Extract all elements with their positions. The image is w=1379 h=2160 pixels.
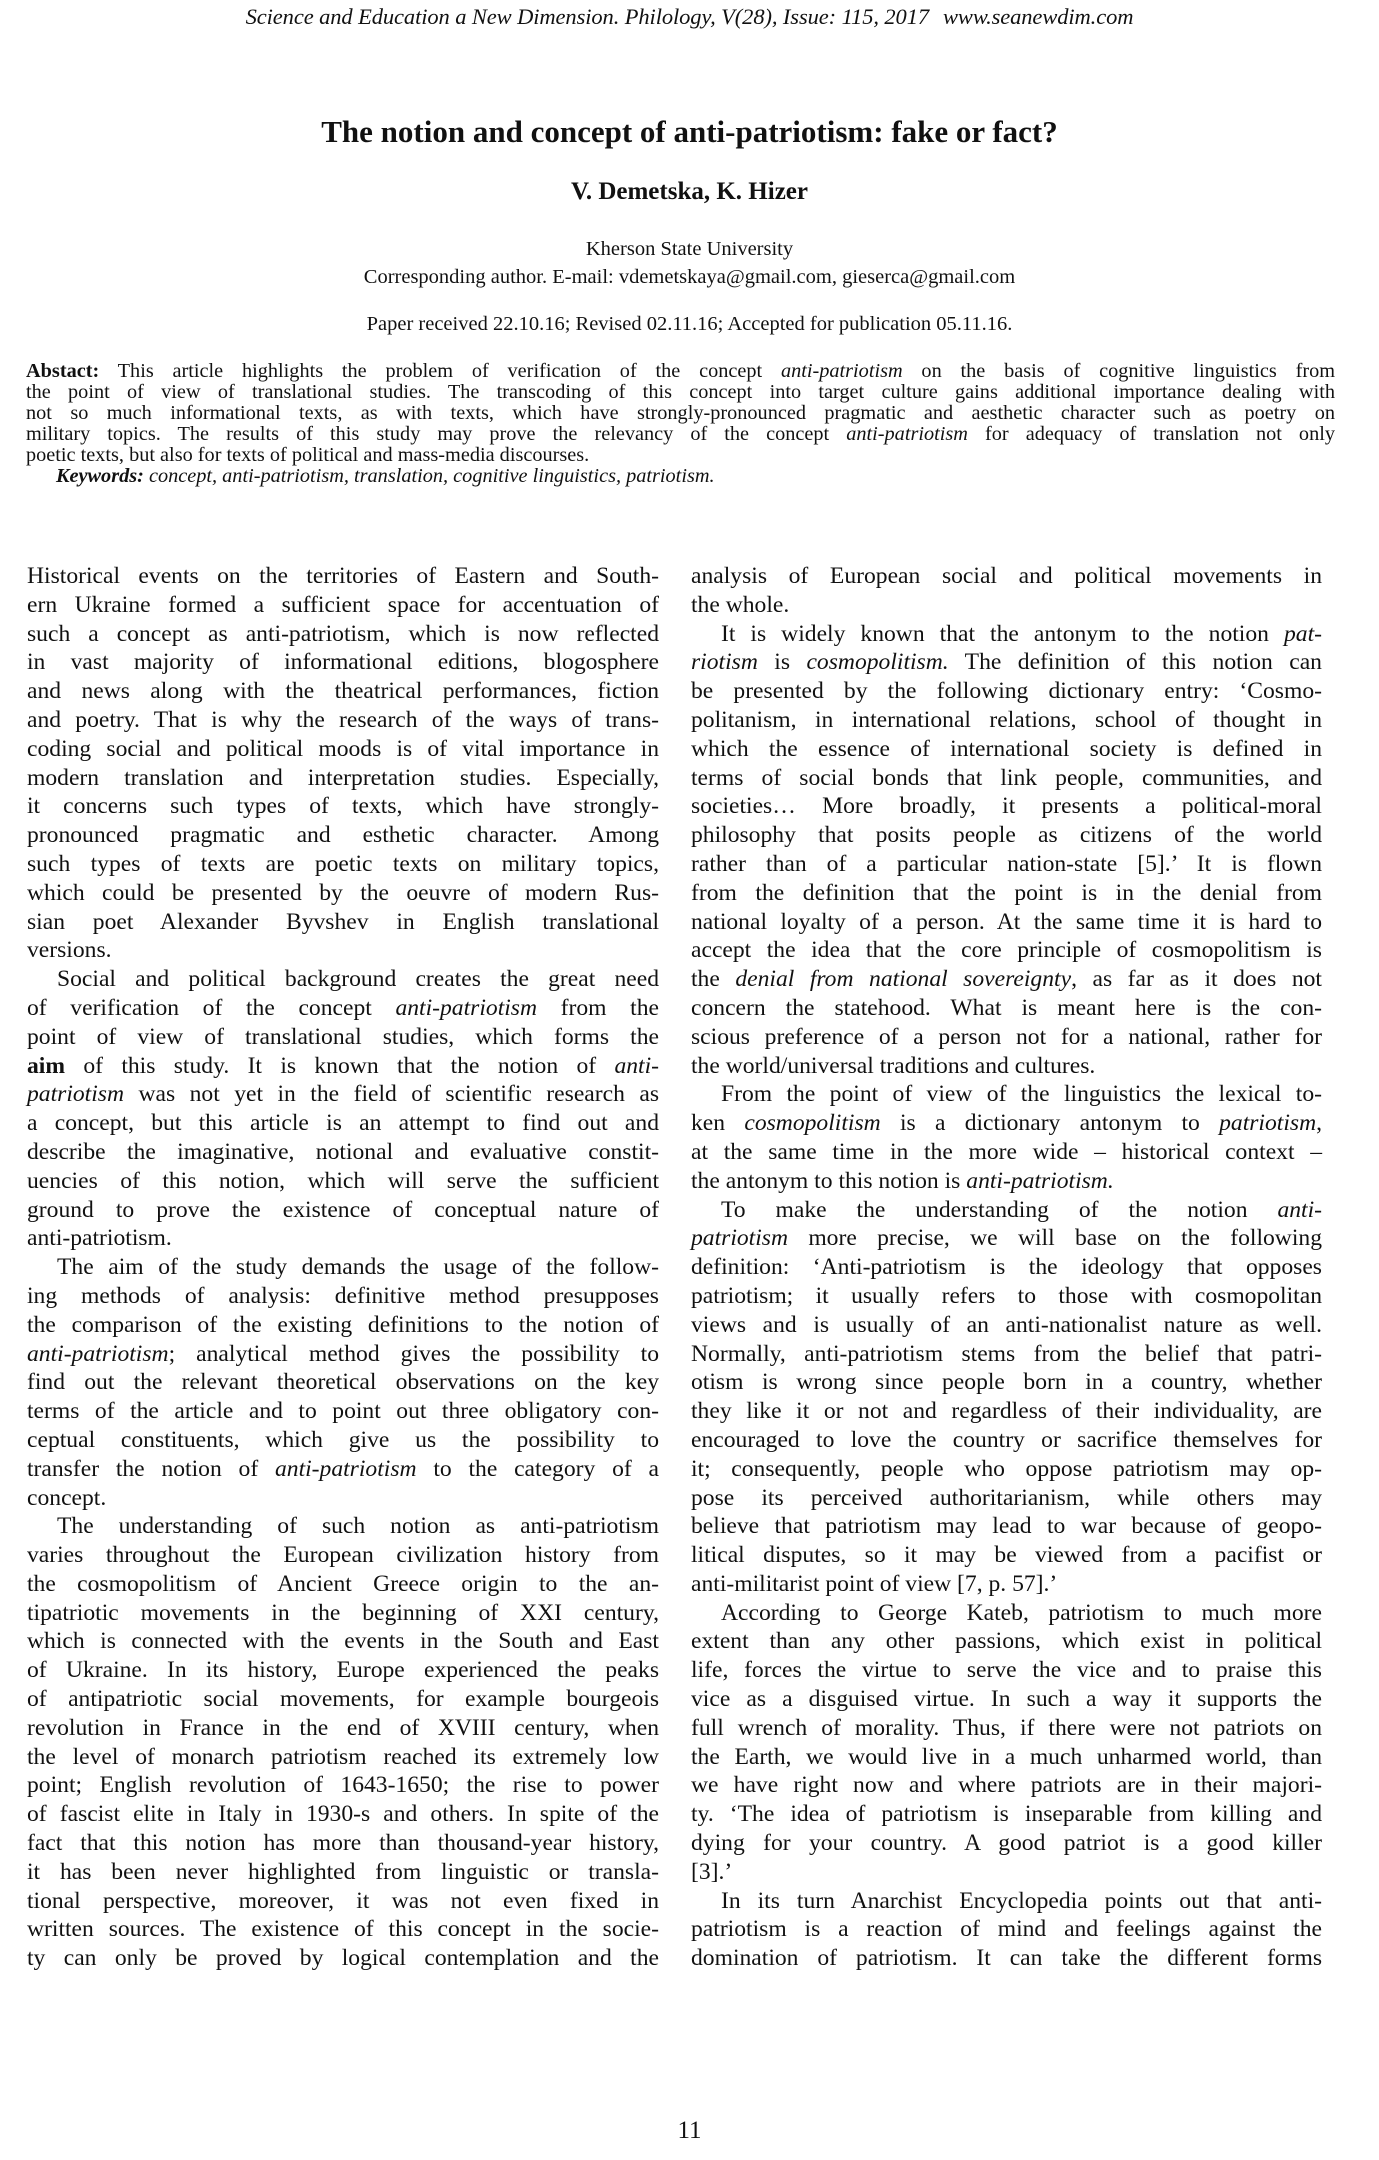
journal-citation: Science and Education a New Dimension. Philology, V(28), Issue: 115, 2017 [245, 4, 930, 29]
journal-url[interactable]: www.seanewdim.com [943, 4, 1134, 29]
text-run: views and is usually of an anti-nationalist nature as well. [691, 1311, 1322, 1338]
body-line [691, 1829, 1322, 1858]
text-run: The understanding of such notion as anti-patriotism [57, 1513, 659, 1540]
text-run: anti-militarist point of view [7, p. 57].’ [691, 1570, 1058, 1597]
body-line [27, 879, 659, 908]
text-run: the antonym to this notion is [691, 1167, 967, 1194]
text-run: poetic texts, but also for texts of political and mass-media discourses. [26, 444, 590, 466]
body-line [691, 1685, 1322, 1714]
body-line [27, 1743, 659, 1772]
body-line [691, 735, 1322, 764]
body-line [691, 965, 1322, 994]
paragraph-first-line [691, 1887, 1322, 1916]
paragraph-first-line [27, 1512, 659, 1541]
body-line [27, 677, 659, 706]
text-run: ern Ukraine formed a sufficient space for accentuation of [27, 591, 659, 618]
text-run: of fascist elite in Italy in 1930-s and others. In spite of the [27, 1801, 659, 1828]
text-run: in vast majority of informational editions, blogosphere [27, 649, 659, 676]
text-run: national loyalty of a person. At the same time it is hard to [691, 908, 1322, 935]
text-run: at the same time in the more wide – historical context – [691, 1138, 1322, 1165]
body-line [691, 1512, 1322, 1541]
text-run: litical disputes, so it may be viewed from a pacifist or [691, 1542, 1322, 1569]
text-run: philosophy that posits people as citizens of the world [691, 822, 1322, 849]
text-run: point; English revolution of 1643-1650; the rise to power [27, 1772, 659, 1799]
text-run: which could be presented by the oeuvre of modern Rus- [27, 879, 659, 906]
body-line [691, 879, 1322, 908]
text-run: tional perspective, moreover, it was not even fixed in [27, 1887, 659, 1914]
paragraph-first-line [27, 965, 659, 994]
body-line [691, 1656, 1322, 1685]
italic-term: patriotism [27, 1081, 125, 1108]
body-line [691, 1052, 1322, 1081]
text-run: such a concept as anti-patriotism, which is now reflected [27, 620, 659, 647]
text-run: be presented by the following dictionary entry: ‘Cosmo- [691, 678, 1322, 705]
italic-term: anti-patriotism [27, 1340, 169, 1367]
body-line [691, 1311, 1322, 1340]
body-line [691, 1253, 1322, 1282]
text-run: describe the imaginative, notional and evaluative constit- [27, 1138, 659, 1165]
body-line [27, 591, 659, 620]
text-run: the point of view of translational studies. The transcoding of this concept into target culture gains additional importance dealing with [26, 381, 1335, 403]
text-run: terms of the article and to point out three obligatory con- [27, 1398, 659, 1425]
text-run: it has been never highlighted from linguistic or transla- [27, 1858, 659, 1885]
body-line [691, 1771, 1322, 1800]
body-line [27, 1311, 659, 1340]
text-run: pose its perceived authoritarianism, while others may [691, 1484, 1322, 1511]
body-line [691, 1426, 1322, 1455]
text-run: the cosmopolitism of Ancient Greece origin to the an- [27, 1570, 659, 1597]
body-line [27, 620, 659, 649]
keywords [26, 466, 1335, 487]
text-run: and news along with the theatrical performances, fiction [27, 678, 659, 705]
paper-authors: V. Demetska, K. Hizer [571, 178, 808, 205]
text-run: concern the statehood. What is meant here is the con- [691, 994, 1322, 1021]
body-line [691, 677, 1322, 706]
body-line [691, 1224, 1322, 1253]
text-run: It is widely known that the antonym to the notion [721, 620, 1284, 647]
body-line [691, 1368, 1322, 1397]
text-run: The definition of this notion can [948, 649, 1322, 676]
text-run: anti-patriotism. [27, 1225, 172, 1252]
text-run: domination of patriotism. It can take the different forms [691, 1945, 1322, 1972]
italic-term: anti- [1277, 1196, 1322, 1223]
text-run: for adequacy of translation not only [967, 423, 1335, 445]
text-run: definition: ‘Anti-patriotism is the ideology that opposes [691, 1254, 1322, 1281]
body-line [27, 1484, 659, 1513]
text-run: the comparison of the existing definitions to the notion of [27, 1311, 659, 1338]
body-line [27, 1800, 659, 1829]
body-line [27, 1714, 659, 1743]
text-run: the [691, 966, 736, 993]
abstract-line [26, 382, 1335, 403]
body-line [691, 1944, 1322, 1973]
text-run: which is connected with the events in the South and East [27, 1628, 659, 1655]
italic-term: denial from national sovereignty [735, 966, 1072, 993]
text-run: rather than of a particular nation-state [5].’ It is flown [691, 850, 1322, 877]
text-run: patriotism is a reaction of mind and feelings against the [691, 1916, 1322, 1943]
italic-term: anti-patriotism. [966, 1167, 1114, 1194]
body-line [691, 706, 1322, 735]
body-line [27, 1224, 659, 1253]
body-line [691, 792, 1322, 821]
body-line [27, 1570, 659, 1599]
text-run: Historical events on the territories of Eastern and South- [27, 563, 659, 589]
body-line [691, 850, 1322, 879]
text-run: it; consequently, people who oppose patriotism may op- [691, 1455, 1322, 1482]
text-run: believe that patriotism may lead to war because of geopo- [691, 1513, 1322, 1540]
text-run: written sources. The existence of this concept in the socie- [27, 1916, 659, 1943]
body-line [27, 1915, 659, 1944]
text-run: the whole. [691, 591, 790, 618]
text-run: was not yet in the field of scientific research as [124, 1081, 659, 1108]
body-line [27, 1196, 659, 1225]
paragraph-first-line [691, 620, 1322, 649]
text-run: find out the relevant theoretical observations on the key [27, 1369, 659, 1396]
italic-term: pat- [1283, 620, 1322, 647]
text-run: such types of texts are poetic texts on military topics, [27, 850, 659, 877]
text-run: military topics. The results of this study may prove the relevancy of the concept [26, 423, 847, 445]
text-run: [3].’ [691, 1858, 733, 1885]
text-run: of this study. It is known that the notion of [65, 1052, 615, 1079]
body-line [27, 764, 659, 793]
text-run: ty. ‘The idea of patriotism is inseparable from killing and [691, 1801, 1322, 1828]
body-line [27, 1340, 659, 1369]
keywords-label: Keywords: [56, 465, 144, 487]
text-run: and poetry. That is why the research of the ways of trans- [27, 706, 659, 733]
text-run: varies throughout the European civilization history from [27, 1542, 659, 1569]
text-run: they like it or not and regardless of their individuality, are [691, 1398, 1322, 1425]
text-run: Social and political background creates the great need [57, 966, 659, 993]
text-run: ground to prove the existence of conceptual nature of [27, 1196, 659, 1223]
text-run: the Earth, we would live in a much unharmed world, than [691, 1743, 1322, 1770]
text-run: which the essence of international society is defined in [691, 735, 1322, 762]
body-line [691, 1138, 1322, 1167]
body-line [691, 1282, 1322, 1311]
text-run: to the category of a [416, 1455, 659, 1482]
text-run: versions. [27, 937, 112, 964]
paragraph-first-line [691, 1599, 1322, 1628]
text-run: modern translation and interpretation studies. Especially, [27, 764, 659, 791]
body-column-right [691, 562, 1322, 1973]
text-run: the world/universal traditions and cultures. [691, 1052, 1096, 1079]
text-run: ing methods of analysis: definitive method presupposes [27, 1282, 659, 1309]
body-line [27, 1368, 659, 1397]
text-run: from the [537, 994, 660, 1021]
text-run: ; analytical method gives the possibility to [168, 1340, 659, 1367]
text-run: concept. [27, 1484, 107, 1511]
body-line [691, 648, 1322, 677]
body-line [691, 591, 1322, 620]
abstract-line [26, 403, 1335, 424]
body-line [691, 936, 1322, 965]
text-run: , [1316, 1110, 1323, 1137]
affiliation: Kherson State University [585, 238, 794, 260]
text-run: ty can only be proved by logical contemplation and the [27, 1945, 659, 1972]
italic-term: anti-patriotism [846, 423, 968, 445]
body-line [691, 1570, 1322, 1599]
body-line [27, 1829, 659, 1858]
text-run: ceptual constituents, which give us the possibility to [27, 1426, 659, 1453]
body-line [27, 648, 659, 677]
text-run: is [757, 649, 807, 676]
italic-term: riotism [691, 649, 758, 676]
body-line [27, 1023, 659, 1052]
text-run: coding social and political moods is of vital importance in [27, 735, 659, 762]
text-run: we have right now and where patriots are in their majori- [691, 1772, 1322, 1799]
text-run: encouraged to love the country or sacrifice themselves for [691, 1426, 1322, 1453]
text-run: not so much informational texts, as with texts, which have strongly-pronounced pragmatic and aesthetic character such as poetry on [26, 402, 1335, 424]
body-line [691, 1397, 1322, 1426]
italic-term: patriotism [691, 1225, 789, 1252]
text-run: vice as a disguised virtue. In such a way it supports the [691, 1686, 1322, 1713]
text-run: Normally, anti-patriotism stems from the belief that patri- [691, 1340, 1322, 1367]
text-run: from the definition that the point is in the denial from [691, 879, 1322, 906]
body-line [691, 764, 1322, 793]
body-line [691, 1484, 1322, 1513]
paragraph-first-line [691, 1196, 1322, 1225]
text-run: a concept, but this article is an attempt to find out and [27, 1110, 659, 1137]
text-run: of verification of the concept [27, 994, 396, 1021]
body-line [27, 1052, 659, 1081]
bold-term: Abstact: [26, 360, 100, 382]
body-line [691, 1627, 1322, 1656]
body-line [27, 850, 659, 879]
text-run: ken [691, 1110, 745, 1137]
body-line [27, 1656, 659, 1685]
body-line [27, 1685, 659, 1714]
text-run: of antipatriotic social movements, for example bourgeois [27, 1686, 659, 1713]
paragraph-first-line [27, 1253, 659, 1282]
body-line [691, 1858, 1322, 1887]
body-line [27, 1858, 659, 1887]
body-line [691, 1743, 1322, 1772]
body-line [27, 1080, 659, 1109]
body-line [27, 1455, 659, 1484]
body-line [691, 1714, 1322, 1743]
body-line [27, 1944, 659, 1973]
text-run: tipatriotic movements in the beginning of XXI century, [27, 1599, 659, 1626]
paper-title: The notion and concept of anti-patriotism: fake or fact? [321, 114, 1058, 149]
body-line [27, 1138, 659, 1167]
text-run: it concerns such types of texts, which have strongly- [27, 793, 659, 820]
body-line [27, 1887, 659, 1916]
text-run: life, forces the virtue to serve the vice and to praise this [691, 1657, 1322, 1684]
body-line [691, 1455, 1322, 1484]
text-run: the level of monarch patriotism reached its extremely low [27, 1743, 659, 1770]
affiliation-block [0, 235, 1379, 291]
body-line [691, 1541, 1322, 1570]
text-run: patriotism; it usually refers to those with cosmopolitan [691, 1282, 1322, 1309]
text-run: , as far as it does not [1071, 966, 1322, 993]
italic-term: anti- [614, 1052, 659, 1079]
running-head [0, 4, 1379, 30]
text-run: terms of social bonds that link people, communities, and [691, 764, 1322, 791]
body-line [27, 1541, 659, 1570]
text-run: fact that this notion has more than thousand-year history, [27, 1830, 659, 1857]
text-run: scious preference of a person not for a national, rather for [691, 1023, 1322, 1050]
body-line [691, 821, 1322, 850]
text-run: transfer the notion of [27, 1455, 275, 1482]
body-line [27, 1282, 659, 1311]
body-line [27, 908, 659, 937]
text-run: extent than any other passions, which exist in political [691, 1628, 1322, 1655]
text-run: From the point of view of the linguistics the lexical to- [721, 1081, 1322, 1108]
text-run: uencies of this notion, which will serve the sufficient [27, 1167, 659, 1194]
bold-term: aim [27, 1052, 66, 1079]
abstract-line [26, 424, 1335, 445]
body-line [691, 1167, 1322, 1196]
body-line [691, 562, 1322, 591]
paragraph-first-line [691, 1080, 1322, 1109]
text-run: point of view of translational studies, which forms the [27, 1023, 659, 1050]
italic-term: cosmopolitism. [806, 649, 949, 676]
text-run: The aim of the study demands the usage of the follow- [57, 1254, 659, 1281]
body-line [691, 1340, 1322, 1369]
text-run: of Ukraine. In its history, Europe experienced the peaks [27, 1657, 659, 1684]
body-line [27, 1167, 659, 1196]
text-run: is a dictionary antonym to [880, 1110, 1220, 1137]
body-line [27, 1397, 659, 1426]
italic-term: anti-patriotism [274, 1455, 417, 1482]
text-run: pronounced pragmatic and esthetic character. Among [27, 822, 659, 849]
corresponding-author: Corresponding author. E-mail: vdemetskaya@gmail.com, gieserca@gmail.com [363, 266, 1016, 288]
text-run: more precise, we will base on the following [788, 1225, 1322, 1252]
text-run: politanism, in international relations, school of thought in [691, 706, 1322, 733]
italic-term: anti-patriotism [395, 994, 538, 1021]
body-line [27, 994, 659, 1023]
text-run: analysis of European social and political movements in [691, 563, 1322, 589]
italic-term: cosmopolitism [744, 1110, 881, 1137]
italic-term: anti-patriotism [780, 360, 903, 382]
body-line [27, 562, 659, 591]
body-column-left [27, 562, 659, 1973]
body-line [691, 908, 1322, 937]
body-line [27, 1426, 659, 1455]
body-line [27, 792, 659, 821]
text-run: This article highlights the problem of verification of the concept [99, 360, 781, 382]
text-run: sian poet Alexander Byvshev in English translational [27, 908, 659, 935]
body-line [27, 1771, 659, 1800]
abstract-line [26, 445, 1335, 466]
body-line [27, 821, 659, 850]
text-run: societies… More broadly, it presents a political-moral [691, 793, 1322, 820]
page-number: 11 [677, 2117, 702, 2144]
body-line [27, 1599, 659, 1628]
body-line [27, 1627, 659, 1656]
text-run: In its turn Anarchist Encyclopedia points out that anti- [721, 1887, 1322, 1914]
text-run: To make the understanding of the notion [721, 1196, 1278, 1223]
body-line [27, 936, 659, 965]
body-line [27, 1109, 659, 1138]
text-run: otism is wrong since people born in a country, whether [691, 1369, 1322, 1396]
body-line [691, 994, 1322, 1023]
text-run: dying for your country. A good patriot is a good killer [691, 1830, 1322, 1857]
abstract [26, 361, 1335, 487]
text-run: According to George Kateb, patriotism to much more [721, 1599, 1322, 1626]
publication-dates: Paper received 22.10.16; Revised 02.11.16; Accepted for publication 05.11.16. [366, 313, 1013, 335]
text-run: full wrench of morality. Thus, if there were not patriots on [691, 1714, 1322, 1741]
body-line [27, 735, 659, 764]
body-line [691, 1023, 1322, 1052]
body-line [27, 706, 659, 735]
abstract-body [26, 361, 1335, 466]
body-line [691, 1800, 1322, 1829]
body-line [691, 1915, 1322, 1944]
body-line [691, 1109, 1322, 1138]
text-run: revolution in France in the end of XVIII century, when [27, 1714, 659, 1741]
italic-term: patriotism [1219, 1110, 1317, 1137]
keywords-list: concept, anti-patriotism, translation, cognitive linguistics, patriotism. [148, 465, 715, 487]
text-run: on the basis of cognitive linguistics from [902, 360, 1335, 382]
text-run: accept the idea that the core principle of cosmopolitism is [691, 937, 1322, 964]
abstract-line [26, 361, 1335, 382]
